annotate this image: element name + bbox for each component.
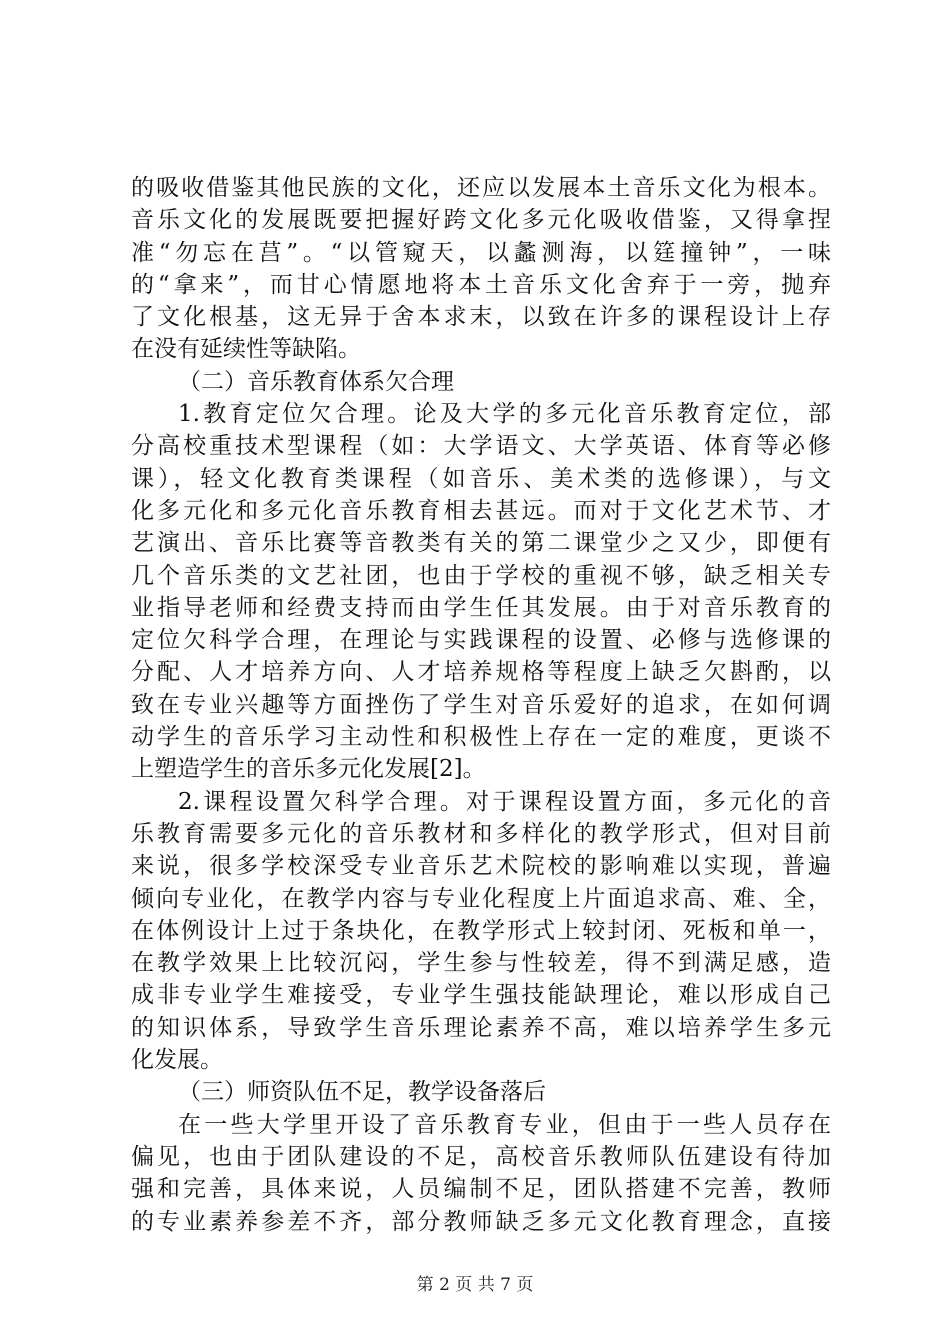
text-line: 的吸收借鉴其他民族的文化，还应以发展本土音乐文化为根本。 [131,175,831,201]
text-line: 在体例设计上过于条块化，在教学形式上较封闭、死板和单一， [131,917,831,944]
text-line: 的“拿来”，而甘心情愿地将本土音乐文化舍弃于一旁，抛弃 [131,271,831,298]
text-line: 几个音乐类的文艺社团，也由于学校的重视不够，缺乏相关专 [131,562,831,589]
text-line: 在没有延续性等缺陷。 [131,336,361,363]
text-line: 来说，很多学校深受专业音乐艺术院校的影响难以实现，普遍 [131,853,831,880]
text-line: 定位欠科学合理，在理论与实践课程的设置、必修与选修课的 [131,627,831,654]
text-line: 在教学效果上比较沉闷，学生参与性较差，得不到满足感，造 [131,950,831,977]
text-line: 课），轻文化教育类课程（如音乐、美术类的选修课），与文 [131,465,831,492]
text-line: 分配、人才培养方向、人才培养规格等程度上缺乏欠斟酌，以 [131,659,831,686]
text-line: 成非专业学生难接受，专业学生强技能缺理论，难以形成自己 [131,982,831,1009]
text-line: 2.课程设置欠科学合理。对于课程设置方面，多元化的音 [178,788,831,815]
text-line: 化发展。 [131,1047,223,1074]
text-line: 化多元化和多元化音乐教育相去甚远。而对于文化艺术节、才 [131,497,831,524]
text-line: 艺演出、音乐比赛等音教类有关的第二课堂少之又少，即便有 [131,530,831,557]
text-line: 了文化根基，这无异于舍本求末，以致在许多的课程设计上存 [131,304,831,331]
text-line: （二）音乐教育体系欠合理 [178,368,454,395]
text-line: 偏见，也由于团队建设的不足，高校音乐教师队伍建设有待加 [131,1143,831,1170]
text-line: 致在专业兴趣等方面挫伤了学生对音乐爱好的追求，在如何调 [131,691,831,718]
text-line: 倾向专业化，在教学内容与专业化程度上片面追求高、难、全， [131,885,831,912]
text-line: 乐教育需要多元化的音乐教材和多样化的教学形式，但对目前 [131,820,831,847]
text-line: 音乐文化的发展既要把握好跨文化多元化吸收借鉴，又得拿捏 [131,207,831,234]
text-line: 分高校重技术型课程（如：大学语文、大学英语、体育等必修 [131,433,831,460]
page-number-footer: 第 2 页 共 7 页 [416,1275,534,1295]
text-line: 强和完善，具体来说，人员编制不足，团队搭建不完善，教师 [131,1176,831,1203]
text-line: 1.教育定位欠合理。论及大学的多元化音乐教育定位，部 [178,401,831,428]
text-line: 业指导老师和经费支持而由学生任其发展。由于对音乐教育的 [131,594,831,621]
document-body [131,172,831,1238]
text-line: 的知识体系，导致学生音乐理论素养不高，难以培养学生多元 [131,1014,831,1041]
text-line: 在一些大学里开设了音乐教育专业，但由于一些人员存在 [178,1111,831,1138]
text-line: 上塑造学生的音乐多元化发展[2]。 [131,756,486,783]
text-line: 的专业素养参差不齐，部分教师缺乏多元文化教育理念，直接 [131,1208,831,1235]
text-line: （三）师资队伍不足，教学设备落后 [178,1079,546,1106]
text-line: 动学生的音乐学习主动性和积极性上存在一定的难度，更谈不 [131,724,831,751]
text-line: 准“勿忘在莒”。“以管窥天，以蠡测海，以筳撞钟”，一味 [131,239,831,266]
